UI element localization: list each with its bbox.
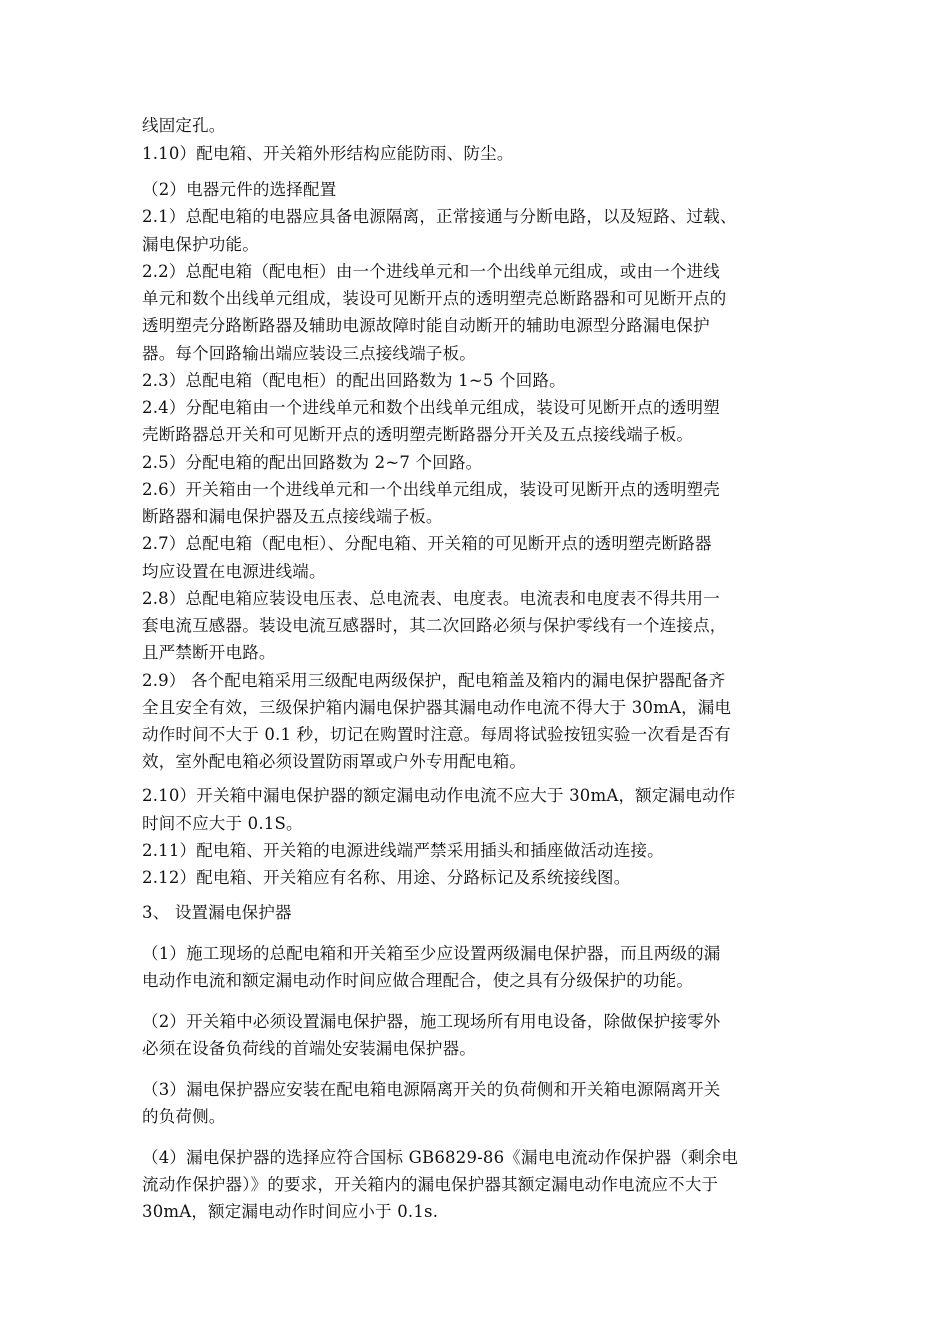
text-line: 器。每个回路输出端应装设三点接线端子板。 bbox=[142, 344, 476, 363]
text-line: 2.4）分配电箱由一个进线单元和数个出线单元组成，装设可见断开点的透明塑 bbox=[142, 398, 720, 417]
text-line: 透明塑壳分路断路器及辅助电源故障时能自动断开的辅助电源型分路漏电保护 bbox=[142, 316, 710, 335]
text-line: 2.3）总配电箱（配电柜）的配出回路数为 1~5 个回路。 bbox=[142, 371, 566, 390]
text-line: 全且安全有效，三级保护箱内漏电保护器其漏电动作电流不得大于 30mA，漏电 bbox=[142, 698, 732, 717]
text-line: （4）漏电保护器的选择应符合国标 GB6829-86《漏电电流动作保护器（剩余电 bbox=[142, 1148, 739, 1167]
text-line: 的负荷侧。 bbox=[142, 1107, 226, 1126]
text-line: 效，室外配电箱必须设置防雨罩或户外专用配电箱。 bbox=[142, 752, 527, 771]
text-line: 2.12）配电箱、开关箱应有名称、用途、分路标记及系统接线图。 bbox=[142, 868, 631, 887]
text-line: 流动作保护器）》的要求，开关箱内的漏电保护器其额定漏电动作电流应不大于 bbox=[142, 1175, 719, 1194]
text-line: （3）漏电保护器应安装在配电箱电源隔离开关的负荷侧和开关箱电源隔离开关 bbox=[142, 1080, 721, 1099]
text-line: 时间不应大于 0.1S。 bbox=[142, 814, 303, 833]
text-line: 壳断路器总开关和可见断开点的透明塑壳断路器分开关及五点接线端子板。 bbox=[142, 425, 694, 444]
text-line: 2.5）分配电箱的配出回路数为 2~7 个回路。 bbox=[142, 453, 483, 472]
text-line: 且严禁断开电路。 bbox=[142, 643, 276, 662]
text-line: 2.1）总配电箱的电器应具备电源隔离，正常接通与分断电路，以及短路、过载、 bbox=[142, 207, 737, 226]
text-line: 单元和数个出线单元组成，装设可见断开点的透明塑壳总断路器和可见断开点的 bbox=[142, 289, 727, 308]
text-line: （2）开关箱中必须设置漏电保护器，施工现场所有用电设备，除做保护接零外 bbox=[142, 1012, 721, 1031]
text-line: 断路器和漏电保护器及五点接线端子板。 bbox=[142, 507, 443, 526]
text-line: 2.8）总配电箱应装设电压表、总电流表、电度表。电流表和电度表不得共用一 bbox=[142, 589, 720, 608]
text-line: 电动作电流和额定漏电动作时间应做合理配合，使之具有分级保护的功能。 bbox=[142, 971, 694, 990]
text-line: 2.2）总配电箱（配电柜）由一个进线单元和一个出线单元组成，或由一个进线 bbox=[142, 262, 720, 281]
text-line: 必须在设备负荷线的首端处安装漏电保护器。 bbox=[142, 1039, 476, 1058]
text-line: （1）施工现场的总配电箱和开关箱至少应设置两级漏电保护器，而且两级的漏 bbox=[142, 944, 721, 963]
text-line: 套电流互感器。装设电流互感器时，其二次回路必须与保护零线有一个连接点， bbox=[142, 616, 727, 635]
text-line: 2.11）配电箱、开关箱的电源进线端严禁采用插头和插座做活动连接。 bbox=[142, 841, 664, 860]
text-line: 动作时间不大于 0.1 秒，切记在购置时注意。每周将试验按钮实验一次看是否有 bbox=[142, 725, 731, 744]
text-line: 均应设置在电源进线端。 bbox=[142, 562, 326, 581]
text-line: 2.6）开关箱由一个进线单元和一个出线单元组成，装设可见断开点的透明塑壳 bbox=[142, 480, 720, 499]
text-line: 1.10）配电箱、开关箱外形结构应能防雨、防尘。 bbox=[142, 144, 514, 163]
text-line: 漏电保护功能。 bbox=[142, 235, 259, 254]
text-line: 线固定孔。 bbox=[142, 116, 226, 135]
text-line: 30mA，额定漏电动作时间应小于 0.1s. bbox=[142, 1202, 439, 1221]
section-heading: （2）电器元件的选择配置 bbox=[142, 180, 337, 199]
section-heading: 3、 设置漏电保护器 bbox=[142, 903, 292, 922]
text-line: 2.9） 各个配电箱采用三级配电两级保护，配电箱盖及箱内的漏电保护器配备齐 bbox=[142, 671, 726, 690]
text-line: 2.7）总配电箱（配电柜）、分配电箱、开关箱的可见断开点的透明塑壳断路器 bbox=[142, 534, 712, 553]
text-line: 2.10）开关箱中漏电保护器的额定漏电动作电流不应大于 30mA，额定漏电动作 bbox=[142, 786, 736, 805]
